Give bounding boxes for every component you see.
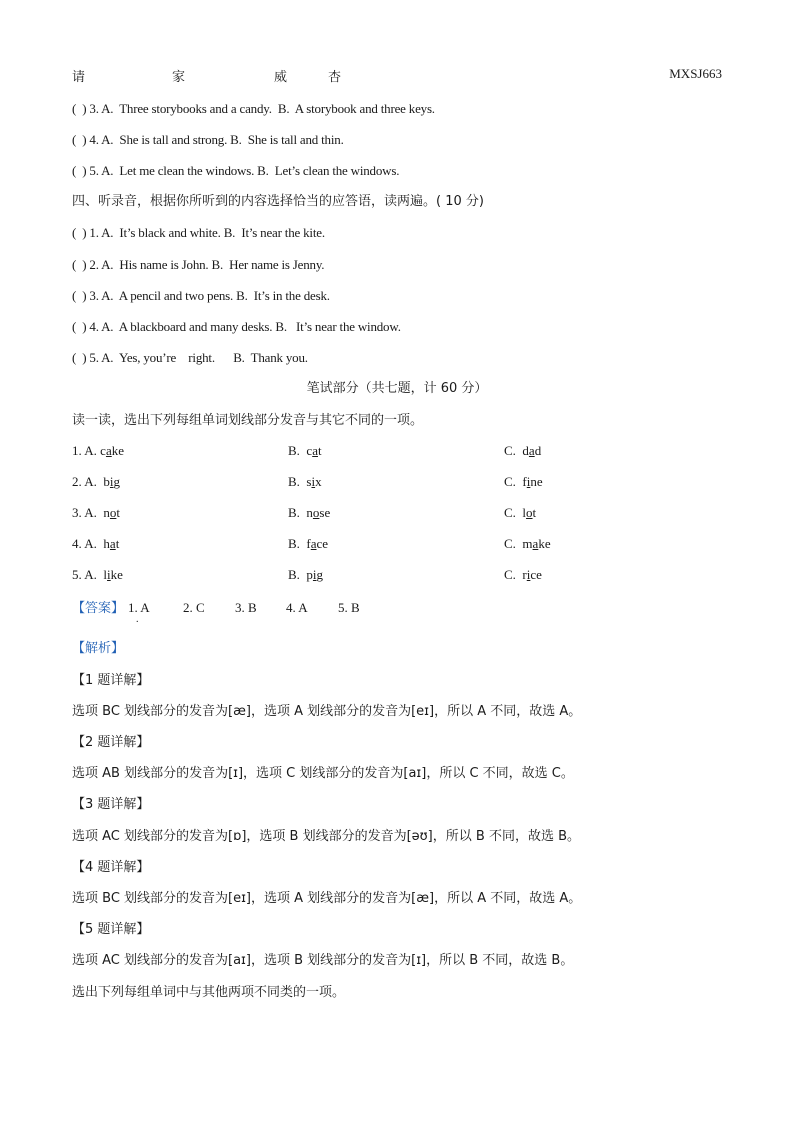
- question-line: ( ) 3. A. Three storybooks and a candy. B. A storybook and three keys.: [72, 101, 435, 116]
- question-line: ( ) 5. A. Yes, you’re right. B. Thank you.: [72, 350, 308, 365]
- question-line: ( ) 3. A. A pencil and two pens. B. It’s in the desk.: [72, 288, 330, 303]
- word-part: C. d: [504, 443, 529, 458]
- page-header: [72, 66, 722, 86]
- phonics-instruction: 读一读，选出下列每组单词划线部分发音与其它不同的一项。: [72, 413, 424, 428]
- word-part: C. l: [504, 505, 527, 520]
- word-part: ke: [538, 536, 551, 551]
- phonics-row: [72, 443, 722, 461]
- word-part: 1. A. c: [72, 443, 106, 458]
- analysis-text: 选项 BC 划线部分的发音为[eɪ]，选项 A 划线部分的发音为[æ]，所以 A 不同，故选 A。: [72, 891, 582, 906]
- word-part: ce: [316, 536, 329, 551]
- word-part: ke: [110, 567, 123, 582]
- underlined-letter: a: [528, 443, 535, 458]
- word-part: x: [315, 474, 322, 489]
- phonics-option: [504, 474, 543, 490]
- answer-item: 3. B: [235, 600, 257, 615]
- phonics-row: [72, 536, 722, 554]
- phonics-option: [72, 536, 119, 552]
- word-part: ne: [530, 474, 543, 489]
- analysis-text: 选项 AC 划线部分的发音为[aɪ]，选项 B 划线部分的发音为[ɪ]，所以 B 不同，故选 B。: [72, 953, 574, 968]
- underlined-letter: i: [311, 474, 316, 489]
- phonics-option: [288, 443, 322, 459]
- phonics-option: [504, 443, 541, 459]
- word-part: t: [116, 505, 121, 520]
- phonics-option: [288, 536, 328, 552]
- phonics-row: [72, 474, 722, 492]
- underlined-letter: o: [526, 505, 533, 520]
- analysis-head: 【4 题详解】: [72, 860, 150, 875]
- phonics-option: [288, 567, 323, 583]
- underlined-letter: i: [526, 474, 531, 489]
- phonics-option: [72, 443, 124, 459]
- question-line: ( ) 1. A. It’s black and white. B. It’s near the kite.: [72, 225, 325, 240]
- word-part: C. r: [504, 567, 527, 582]
- word-part: 5. A. l: [72, 567, 108, 582]
- word-part: t: [115, 536, 120, 551]
- underlined-letter: i: [312, 567, 317, 582]
- word-part: C. f: [504, 474, 527, 489]
- word-part: g: [113, 474, 121, 489]
- word-part: 3. A. n: [72, 505, 110, 520]
- underlined-letter: o: [312, 505, 320, 520]
- word-part: B. c: [288, 443, 313, 458]
- underlined-letter: o: [109, 505, 117, 520]
- underlined-letter: a: [312, 443, 318, 458]
- underlined-letter: a: [310, 536, 317, 551]
- answer-line: [72, 599, 722, 625]
- header-char: 家: [172, 70, 186, 85]
- word-part: d: [534, 443, 542, 458]
- underlined-letter: i: [526, 567, 531, 582]
- word-part: 2. A. b: [72, 474, 110, 489]
- word-part: t: [317, 443, 322, 458]
- word-part: 4. A. h: [72, 536, 110, 551]
- next-instruction: 选出下列每组单词中与其他两项不同类的一项。: [72, 985, 346, 1000]
- underlined-letter: i: [107, 567, 111, 582]
- answer-item: 5. B: [338, 600, 360, 615]
- phonics-option: [72, 567, 123, 583]
- analysis-head: 【3 题详解】: [72, 797, 150, 812]
- phonics-row: [72, 567, 722, 585]
- analysis-head: 【5 题详解】: [72, 922, 150, 937]
- question-line: ( ) 4. A. She is tall and strong. B. She is tall and thin.: [72, 132, 344, 147]
- answer-item: 2. C: [183, 600, 205, 615]
- phonics-option: [72, 474, 120, 490]
- header-char: 请: [72, 70, 86, 85]
- answer-item: 4. A: [286, 600, 308, 615]
- analysis-head: 【2 题详解】: [72, 735, 150, 750]
- phonics-option: [504, 536, 551, 552]
- phonics-option: [72, 505, 120, 521]
- header-char: 杏: [328, 70, 342, 85]
- word-part: B. p: [288, 567, 313, 582]
- word-part: se: [319, 505, 331, 520]
- question-line: ( ) 2. A. His name is John. B. Her name is Jenny.: [72, 257, 325, 272]
- answer-label: 【答案】: [72, 601, 125, 616]
- word-part: B. f: [288, 536, 311, 551]
- header-char: 威: [274, 70, 288, 85]
- word-part: B. n: [288, 505, 313, 520]
- question-line: ( ) 4. A. A blackboard and many desks. B. It’s near the window.: [72, 319, 401, 334]
- analysis-text: 选项 AB 划线部分的发音为[ɪ]，选项 C 划线部分的发音为[aɪ]，所以 C 不同，故选 C。: [72, 766, 574, 781]
- phonics-option: [288, 505, 330, 521]
- word-part: t: [532, 505, 537, 520]
- phonics-option: [504, 567, 542, 583]
- word-part: g: [316, 567, 324, 582]
- header-code: MXSJ663: [669, 66, 722, 81]
- underlined-letter: a: [105, 443, 112, 458]
- section-title: 四、听录音，根据你所听到的内容选择恰当的应答语，读两遍。( 10 分): [72, 194, 484, 209]
- word-part: ce: [530, 567, 542, 582]
- analysis-label: 【解析】: [72, 641, 125, 656]
- answer-item: 1. A: [128, 600, 150, 615]
- phonics-row: [72, 505, 722, 523]
- underlined-letter: i: [109, 474, 114, 489]
- underlined-letter: a: [109, 536, 116, 551]
- phonics-option: [288, 474, 322, 490]
- analysis-text: 选项 BC 划线部分的发音为[æ]，选项 A 划线部分的发音为[eɪ]，所以 A 不同，故选 A。: [72, 704, 582, 719]
- analysis-head: 【1 题详解】: [72, 673, 150, 688]
- answer-dot: .: [136, 614, 139, 625]
- word-part: C. m: [504, 536, 533, 551]
- written-part-title: 笔试部分（共七题，计 60 分）: [306, 381, 488, 396]
- question-line: ( ) 5. A. Let me clean the windows. B. Let’s clean the windows.: [72, 163, 400, 178]
- word-part: B. s: [288, 474, 312, 489]
- analysis-text: 选项 AC 划线部分的发音为[ɒ]，选项 B 划线部分的发音为[əʊ]，所以 B 不同，故选 B。: [72, 829, 580, 844]
- word-part: ke: [111, 443, 125, 458]
- underlined-letter: a: [532, 536, 539, 551]
- phonics-option: [504, 505, 536, 521]
